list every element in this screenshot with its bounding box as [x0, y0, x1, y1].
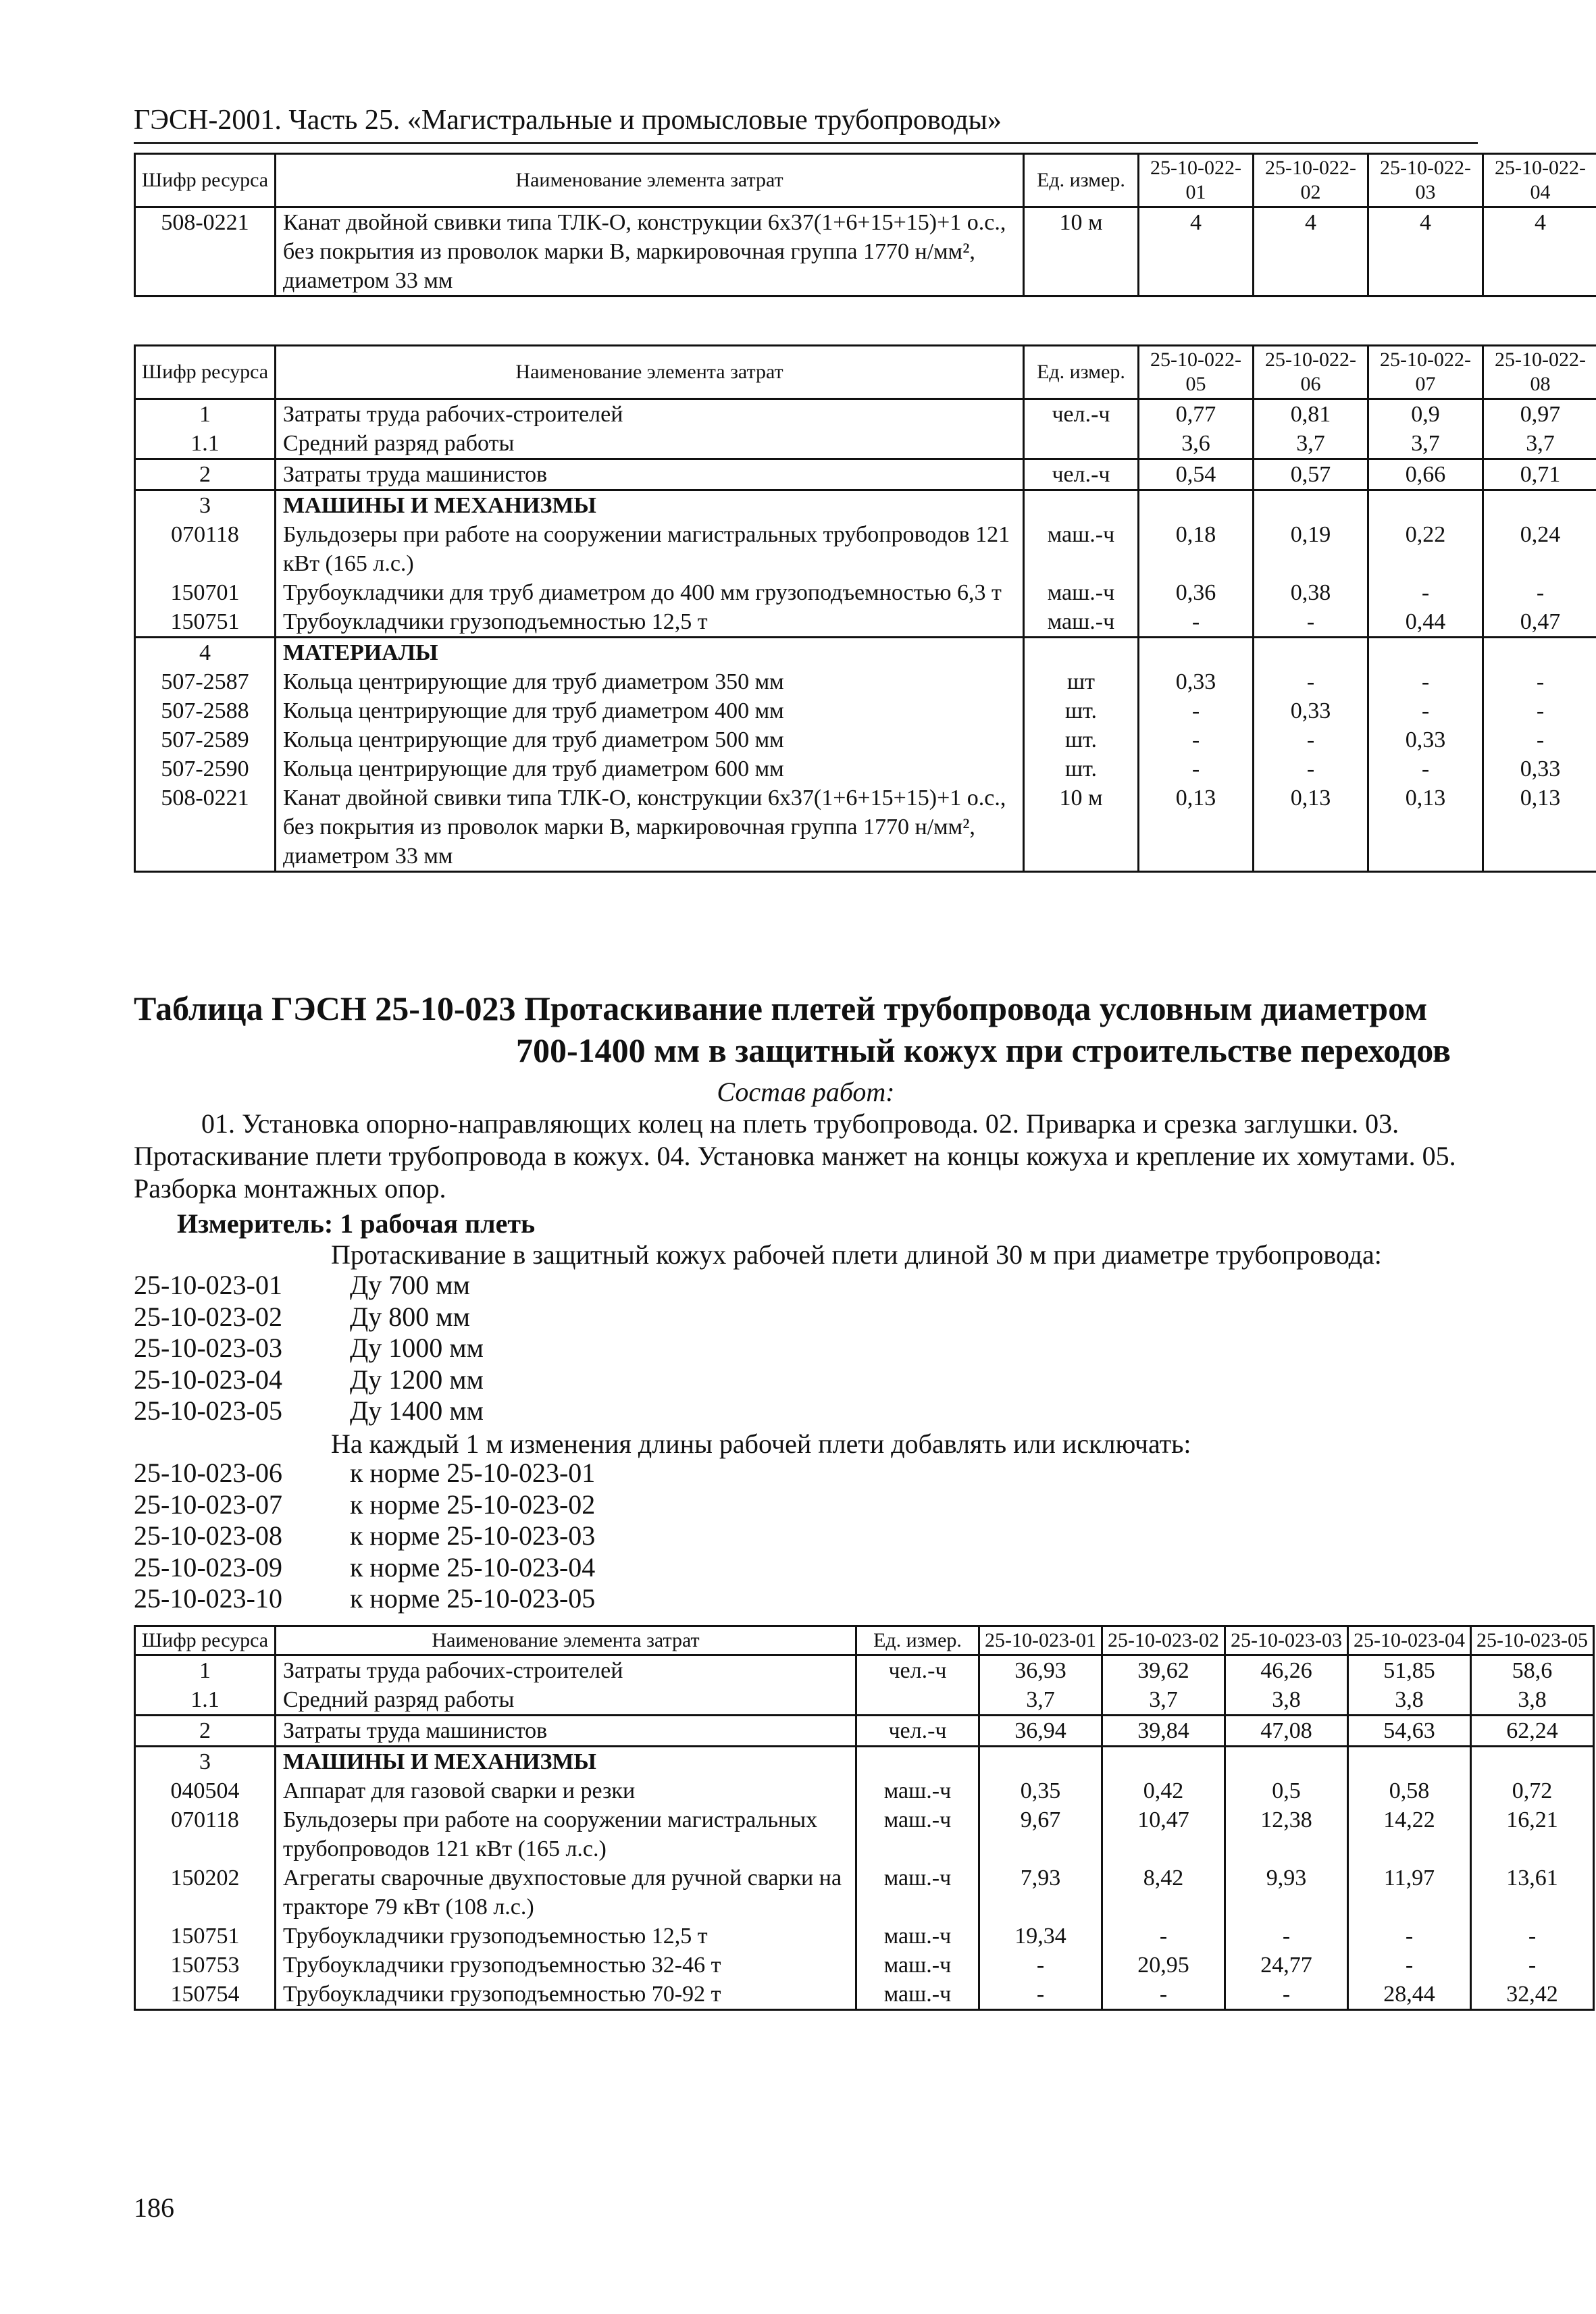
column-header: 25-10-023-02: [1102, 1626, 1225, 1655]
resource-code-cell: 507-2589: [135, 725, 276, 754]
resource-code-cell: 507-2587: [135, 667, 276, 696]
norm-code-row: [134, 1270, 484, 1302]
value-cell: 58,6: [1471, 1655, 1594, 1686]
resource-code-cell: 1.1: [135, 429, 276, 459]
value-cell: -: [1225, 1980, 1348, 2010]
column-header: 25-10-023-01: [979, 1626, 1102, 1655]
norm-code: 25-10-023-05: [134, 1395, 282, 1426]
norm-description: Ду 700 мм: [350, 1270, 470, 1300]
table-row: [135, 578, 1596, 607]
value-cell: -: [1368, 667, 1483, 696]
unit-cell: [1024, 638, 1139, 668]
meter-label: Измеритель: 1 рабочая плеть: [177, 1208, 536, 1239]
column-header: 25-10-022-05: [1139, 346, 1254, 399]
value-cell: 36,94: [979, 1716, 1102, 1747]
unit-cell: [856, 1685, 979, 1716]
norm-description: к норме 25-10-023-05: [350, 1583, 596, 1614]
norm-description: к норме 25-10-023-04: [350, 1551, 596, 1583]
value-cell: -: [1471, 1922, 1594, 1951]
value-cell: -: [1139, 607, 1254, 638]
unit-cell: шт.: [1024, 696, 1139, 725]
norm-code-list-1: [134, 1270, 484, 1427]
resource-name-cell: Агрегаты сварочные двухпостовые для ручной сварки на тракторе 79 кВт (108 л.с.): [276, 1863, 856, 1922]
column-header: 25-10-022-04: [1483, 154, 1596, 207]
resource-code-cell: 3: [135, 1747, 276, 1777]
unit-cell: 10 м: [1024, 783, 1139, 872]
resource-code-cell: 507-2590: [135, 754, 276, 783]
value-cell: 3,6: [1139, 429, 1254, 459]
resource-name-cell: МАТЕРИАЛЫ: [276, 638, 1024, 668]
value-cell: -: [1254, 607, 1368, 638]
value-cell: 3,7: [1254, 429, 1368, 459]
resource-name-cell: Канат двойной свивки типа ТЛК-О, конструкции 6х37(1+6+15+15)+1 о.с., без покрытия из проволок марки В, маркировочная группа 1770 н/мм², диаметром 33 мм: [276, 207, 1024, 297]
resource-name-cell: Трубоукладчики грузоподъемностью 12,5 т: [276, 1922, 856, 1951]
norm-description: Ду 1000 мм: [350, 1333, 484, 1363]
resource-name-cell: Средний разряд работы: [276, 429, 1024, 459]
resource-name-cell: Аппарат для газовой сварки и резки: [276, 1776, 856, 1805]
norm-code-row: [134, 1458, 595, 1489]
value-cell: [1102, 1747, 1225, 1777]
value-cell: 0,35: [979, 1776, 1102, 1805]
unit-cell: маш.-ч: [1024, 578, 1139, 607]
column-header: 25-10-022-01: [1139, 154, 1254, 207]
resource-code-cell: 150701: [135, 578, 276, 607]
norm-code: 25-10-023-08: [134, 1520, 282, 1551]
value-cell: [1483, 490, 1596, 521]
value-cell: 10,47: [1102, 1805, 1225, 1863]
value-cell: 0,18: [1139, 520, 1254, 578]
value-cell: 3,7: [1483, 429, 1596, 459]
norm-code: 25-10-023-02: [134, 1301, 282, 1332]
value-cell: 0,66: [1368, 459, 1483, 490]
value-cell: 0,71: [1483, 459, 1596, 490]
norm-description: Ду 800 мм: [350, 1301, 470, 1332]
value-cell: 4: [1368, 207, 1483, 297]
resource-code-cell: 150751: [135, 1922, 276, 1951]
resource-code-cell: 150753: [135, 1951, 276, 1980]
value-cell: 4: [1483, 207, 1596, 297]
unit-cell: маш.-ч: [856, 1922, 979, 1951]
value-cell: 47,08: [1225, 1716, 1348, 1747]
value-cell: [1368, 490, 1483, 521]
value-cell: [1348, 1747, 1471, 1777]
value-cell: 0,9: [1368, 399, 1483, 430]
resource-code-cell: 150202: [135, 1863, 276, 1922]
unit-cell: [856, 1747, 979, 1777]
value-cell: -: [1348, 1922, 1471, 1951]
value-cell: 8,42: [1102, 1863, 1225, 1922]
value-cell: 0,13: [1483, 783, 1596, 872]
unit-cell: чел.-ч: [856, 1716, 979, 1747]
table-row: [135, 429, 1596, 459]
section-title-line-2: 700-1400 мм в защитный кожух при строительстве переходов: [515, 1031, 1451, 1069]
norm-code: 25-10-023-07: [134, 1489, 282, 1520]
resource-name-cell: Затраты труда рабочих-строителей: [276, 399, 1024, 430]
norm-code: 25-10-023-09: [134, 1551, 282, 1583]
norms-caption-2: На каждый 1 м изменения длины рабочей плети добавлять или исключать:: [331, 1429, 1191, 1459]
resource-code-cell: 508-0221: [135, 783, 276, 872]
column-header: Наименование элемента затрат: [276, 154, 1024, 207]
column-header: Шифр ресурса: [135, 346, 276, 399]
table-row: [135, 399, 1596, 430]
resource-code-cell: 150754: [135, 1980, 276, 2010]
norm-code-row: [134, 1552, 595, 1584]
unit-cell: 10 м: [1024, 207, 1139, 297]
column-header: 25-10-022-08: [1483, 346, 1596, 399]
unit-cell: маш.-ч: [856, 1776, 979, 1805]
value-cell: 0,54: [1139, 459, 1254, 490]
table-row: [135, 1922, 1594, 1951]
table-row: [135, 1685, 1594, 1716]
table-row: [135, 1747, 1594, 1777]
unit-cell: маш.-ч: [856, 1863, 979, 1922]
value-cell: 0,13: [1368, 783, 1483, 872]
table-row: [135, 1980, 1594, 2010]
resource-name-cell: Кольца центрирующие для труб диаметром 600 мм: [276, 754, 1024, 783]
unit-cell: маш.-ч: [856, 1805, 979, 1863]
column-header: 25-10-023-03: [1225, 1626, 1348, 1655]
column-header: 25-10-022-03: [1368, 154, 1483, 207]
value-cell: -: [1483, 696, 1596, 725]
column-header: 25-10-022-07: [1368, 346, 1483, 399]
resource-code-cell: 2: [135, 459, 276, 490]
value-cell: 3,8: [1348, 1685, 1471, 1716]
table-row: [135, 1863, 1594, 1922]
resource-name-cell: Затраты труда машинистов: [276, 1716, 856, 1747]
value-cell: 0,42: [1102, 1776, 1225, 1805]
norm-code: 25-10-023-04: [134, 1364, 282, 1395]
column-header: Наименование элемента затрат: [276, 346, 1024, 399]
value-cell: [1139, 638, 1254, 668]
table-row: [135, 1805, 1594, 1863]
value-cell: 3,7: [1102, 1685, 1225, 1716]
value-cell: -: [1368, 578, 1483, 607]
value-cell: 3,7: [979, 1685, 1102, 1716]
resource-name-cell: Трубоукладчики грузоподъемностью 70-92 т: [276, 1980, 856, 2010]
resource-name-cell: Затраты труда машинистов: [276, 459, 1024, 490]
value-cell: 46,26: [1225, 1655, 1348, 1686]
value-cell: 7,93: [979, 1863, 1102, 1922]
value-cell: 12,38: [1225, 1805, 1348, 1863]
norm-code: 25-10-023-03: [134, 1333, 282, 1363]
running-header: ГЭСН-2001. Часть 25. «Магистральные и промысловые трубопроводы»: [134, 101, 1478, 144]
value-cell: 51,85: [1348, 1655, 1471, 1686]
table-row: [135, 1655, 1594, 1686]
unit-cell: чел.-ч: [1024, 399, 1139, 430]
value-cell: 4: [1139, 207, 1254, 297]
value-cell: 0,33: [1254, 696, 1368, 725]
column-header: 25-10-023-04: [1348, 1626, 1471, 1655]
table-row: [135, 725, 1596, 754]
resource-code-cell: 2: [135, 1716, 276, 1747]
value-cell: 24,77: [1225, 1951, 1348, 1980]
value-cell: 14,22: [1348, 1805, 1471, 1863]
resource-name-cell: Трубоукладчики грузоподъемностью 12,5 т: [276, 607, 1024, 638]
resource-name-cell: Трубоукладчики грузоподъемностью 32-46 т: [276, 1951, 856, 1980]
unit-cell: маш.-ч: [856, 1980, 979, 2010]
value-cell: -: [1102, 1980, 1225, 2010]
table-header-row: [135, 346, 1596, 399]
value-cell: [979, 1747, 1102, 1777]
unit-cell: чел.-ч: [1024, 459, 1139, 490]
resource-table-022-01-04: [134, 153, 1596, 297]
unit-cell: шт: [1024, 667, 1139, 696]
norm-description: к норме 25-10-023-03: [350, 1520, 596, 1551]
value-cell: 3,7: [1368, 429, 1483, 459]
value-cell: -: [979, 1951, 1102, 1980]
table-row: [135, 607, 1596, 638]
value-cell: 0,72: [1471, 1776, 1594, 1805]
value-cell: [1254, 490, 1368, 521]
value-cell: -: [1139, 696, 1254, 725]
value-cell: 0,77: [1139, 399, 1254, 430]
resource-name-cell: Бульдозеры при работе на сооружении магистральных трубопроводов 121 кВт (165 л.с.): [276, 1805, 856, 1863]
norm-code-row: [134, 1583, 595, 1615]
resource-name-cell: МАШИНЫ И МЕХАНИЗМЫ: [276, 1747, 856, 1777]
value-cell: 11,97: [1348, 1863, 1471, 1922]
section-title-line-1: Таблица ГЭСН 25-10-023 Протаскивание плетей трубопровода условным диаметром: [134, 989, 1428, 1027]
value-cell: [1254, 638, 1368, 668]
norm-code-row: [134, 1489, 595, 1521]
resource-code-cell: 507-2588: [135, 696, 276, 725]
norm-code-row: [134, 1333, 484, 1364]
value-cell: -: [1348, 1951, 1471, 1980]
column-header: 25-10-023-05: [1471, 1626, 1594, 1655]
column-header: Шифр ресурса: [135, 1626, 276, 1655]
resource-name-cell: Кольца центрирующие для труб диаметром 350 мм: [276, 667, 1024, 696]
resource-name-cell: Канат двойной свивки типа ТЛК-О, конструкции 6х37(1+6+15+15)+1 о.с., без покрытия из проволок марки В, маркировочная группа 1770 н/мм², диаметром 33 мм: [276, 783, 1024, 872]
value-cell: 0,81: [1254, 399, 1368, 430]
table-row: [135, 754, 1596, 783]
norm-description: к норме 25-10-023-01: [350, 1458, 596, 1488]
table-row: [135, 520, 1596, 578]
value-cell: 36,93: [979, 1655, 1102, 1686]
unit-cell: маш.-ч: [1024, 520, 1139, 578]
unit-cell: маш.-ч: [1024, 607, 1139, 638]
column-header: 25-10-022-06: [1254, 346, 1368, 399]
resource-name-cell: Кольца центрирующие для труб диаметром 500 мм: [276, 725, 1024, 754]
value-cell: 16,21: [1471, 1805, 1594, 1863]
norm-code: 25-10-023-06: [134, 1458, 282, 1488]
resource-name-cell: Трубоукладчики для труб диаметром до 400 мм грузоподъемностью 6,3 т: [276, 578, 1024, 607]
table-row: [135, 207, 1596, 297]
table-row: [135, 490, 1596, 521]
unit-cell: маш.-ч: [856, 1951, 979, 1980]
resource-code-cell: 150751: [135, 607, 276, 638]
column-header: Наименование элемента затрат: [276, 1626, 856, 1655]
table-row: [135, 1776, 1594, 1805]
norm-code-list-2: [134, 1458, 595, 1615]
value-cell: 0,47: [1483, 607, 1596, 638]
value-cell: -: [1483, 725, 1596, 754]
resource-code-cell: 070118: [135, 520, 276, 578]
value-cell: 9,93: [1225, 1863, 1348, 1922]
resource-table-022-05-08: [134, 344, 1596, 873]
section-title: [134, 987, 1478, 1071]
value-cell: -: [1483, 667, 1596, 696]
value-cell: [1368, 638, 1483, 668]
table-row: [135, 783, 1596, 872]
value-cell: 0,44: [1368, 607, 1483, 638]
value-cell: 0,33: [1368, 725, 1483, 754]
norm-code-row: [134, 1364, 484, 1396]
resource-name-cell: МАШИНЫ И МЕХАНИЗМЫ: [276, 490, 1024, 521]
value-cell: -: [1139, 725, 1254, 754]
value-cell: 19,34: [979, 1922, 1102, 1951]
resource-table-023: [134, 1625, 1595, 2011]
column-header: Ед. измер.: [1024, 346, 1139, 399]
value-cell: -: [979, 1980, 1102, 2010]
value-cell: 0,22: [1368, 520, 1483, 578]
resource-code-cell: 070118: [135, 1805, 276, 1863]
value-cell: 39,84: [1102, 1716, 1225, 1747]
value-cell: 9,67: [979, 1805, 1102, 1863]
unit-cell: шт.: [1024, 754, 1139, 783]
norm-code: 25-10-023-01: [134, 1270, 282, 1300]
resource-code-cell: 1: [135, 399, 276, 430]
value-cell: 3,8: [1225, 1685, 1348, 1716]
resource-code-cell: 508-0221: [135, 207, 276, 297]
table-row: [135, 1716, 1594, 1747]
resource-code-cell: 4: [135, 638, 276, 668]
norm-code-row: [134, 1520, 595, 1552]
value-cell: 3,8: [1471, 1685, 1594, 1716]
column-header: Ед. измер.: [1024, 154, 1139, 207]
value-cell: [1225, 1747, 1348, 1777]
norm-description: к норме 25-10-023-02: [350, 1489, 596, 1520]
value-cell: -: [1254, 725, 1368, 754]
value-cell: -: [1368, 696, 1483, 725]
norm-code-row: [134, 1395, 484, 1427]
value-cell: -: [1471, 1951, 1594, 1980]
value-cell: [1139, 490, 1254, 521]
value-cell: 0,97: [1483, 399, 1596, 430]
value-cell: -: [1254, 754, 1368, 783]
norms-caption-1: Протаскивание в защитный кожух рабочей плети длиной 30 м при диаметре трубопровода:: [331, 1239, 1382, 1270]
resource-code-cell: 040504: [135, 1776, 276, 1805]
table-row: [135, 667, 1596, 696]
norm-description: Ду 1400 мм: [350, 1395, 484, 1426]
table-row: [135, 459, 1596, 490]
table-row: [135, 696, 1596, 725]
column-header: Шифр ресурса: [135, 154, 276, 207]
work-composition-label: Состав работ:: [717, 1077, 895, 1107]
value-cell: 62,24: [1471, 1716, 1594, 1747]
unit-cell: [1024, 429, 1139, 459]
resource-code-cell: 1.1: [135, 1685, 276, 1716]
value-cell: 0,38: [1254, 578, 1368, 607]
value-cell: 0,57: [1254, 459, 1368, 490]
value-cell: 0,13: [1254, 783, 1368, 872]
column-header: Ед. измер.: [856, 1626, 979, 1655]
value-cell: -: [1139, 754, 1254, 783]
value-cell: -: [1102, 1922, 1225, 1951]
value-cell: 0,36: [1139, 578, 1254, 607]
norm-description: Ду 1200 мм: [350, 1364, 484, 1395]
value-cell: 39,62: [1102, 1655, 1225, 1686]
value-cell: 0,13: [1139, 783, 1254, 872]
value-cell: 0,5: [1225, 1776, 1348, 1805]
value-cell: -: [1368, 754, 1483, 783]
value-cell: 54,63: [1348, 1716, 1471, 1747]
resource-name-cell: Бульдозеры при работе на сооружении магистральных трубопроводов 121 кВт (165 л.с.): [276, 520, 1024, 578]
value-cell: 0,24: [1483, 520, 1596, 578]
table-row: [135, 638, 1596, 668]
value-cell: [1483, 638, 1596, 668]
norm-code: 25-10-023-10: [134, 1583, 282, 1614]
value-cell: 13,61: [1471, 1863, 1594, 1922]
resource-code-cell: 1: [135, 1655, 276, 1686]
value-cell: -: [1225, 1922, 1348, 1951]
unit-cell: [1024, 490, 1139, 521]
value-cell: 0,33: [1483, 754, 1596, 783]
unit-cell: шт.: [1024, 725, 1139, 754]
value-cell: 4: [1254, 207, 1368, 297]
table-row: [135, 1951, 1594, 1980]
column-header: 25-10-022-02: [1254, 154, 1368, 207]
page-number: 186: [134, 2192, 174, 2223]
value-cell: 0,58: [1348, 1776, 1471, 1805]
value-cell: 28,44: [1348, 1980, 1471, 2010]
value-cell: -: [1483, 578, 1596, 607]
resource-name-cell: Затраты труда рабочих-строителей: [276, 1655, 856, 1686]
table-header-row: [135, 154, 1596, 207]
resource-name-cell: Кольца центрирующие для труб диаметром 400 мм: [276, 696, 1024, 725]
value-cell: 20,95: [1102, 1951, 1225, 1980]
table-header-row: [135, 1626, 1594, 1655]
value-cell: 32,42: [1471, 1980, 1594, 2010]
value-cell: 0,19: [1254, 520, 1368, 578]
unit-cell: чел.-ч: [856, 1655, 979, 1686]
resource-code-cell: 3: [135, 490, 276, 521]
work-composition-text: 01. Установка опорно-направляющих колец на плеть трубопровода. 02. Приварка и срезка заглушки. 03. Протаскивание плети трубопровода в кожух. 04. Установка манжет на концы кожуха и крепление их хомутами. 05. Разборка монтажных опор.: [134, 1108, 1456, 1204]
norm-code-row: [134, 1302, 484, 1333]
value-cell: [1471, 1747, 1594, 1777]
value-cell: 0,33: [1139, 667, 1254, 696]
value-cell: -: [1254, 667, 1368, 696]
resource-name-cell: Средний разряд работы: [276, 1685, 856, 1716]
